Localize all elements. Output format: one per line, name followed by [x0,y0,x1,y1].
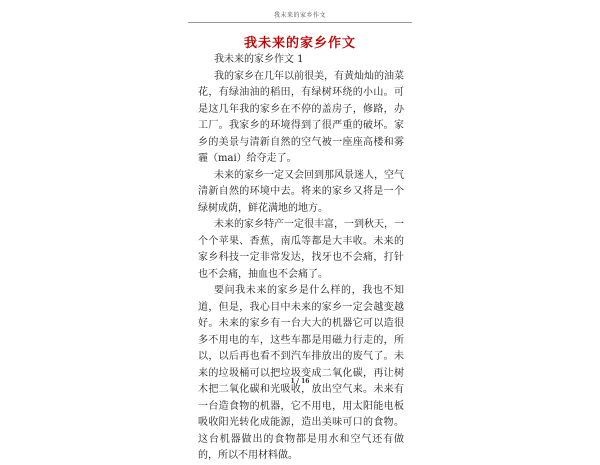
paragraph-2: 未来的家乡一定又会回到那风景迷人，空气清新自然的环境中去。将来的家乡又将是一个绿树成荫，鲜花满地的地方。 [198,169,404,214]
paragraph-4: 要问我未来的家乡是什么样的，我也不知道，但是，我心目中未来的家乡一定会越变越好。未来的家乡有一台大大的机器它可以造很多不用电的车，这些车都是用磁力行走的，所以，以后再也看不到汽车排放出的废气了。未来的垃圾桶可以把垃圾变成二氧化碳，再让树木把二氧化碳和光吸收，放出空气来。未来有一台造食物的机器，它不用电，用太阳能电板吸收阳光转化成能源，造出美味可口的食物。这台机器做出的食物都是用水和空气还有做的，所以不用材料做。 [198,285,404,461]
document-title: 我未来的家乡作文 [243,36,356,51]
header-divider [188,22,412,23]
paragraph-1: 我的家乡在几年以前很美，有黄灿灿的油菜花，有绿油油的稻田，有绿树环绕的小山。可是这几年我的家乡在不停的盖房子，修路，办工厂。我家乡的环境得到了很严重的破坏。家乡的美景与清新自然的空气被一座座高楼和雾霾（mai）给夺走了。 [198,70,404,164]
document-body [198,52,404,465]
essay-subtitle: 我未来的家乡作文 1 [214,54,304,65]
running-header: 我未来的家乡作文 [273,12,326,19]
page-number: 1 / 16 [290,378,310,385]
paragraph-3: 未来的家乡特产一定很丰富，一到秋天，一个个苹果、香蕉，南瓜等都是大丰收。未来的家乡科技一定非常发达，找牙也不会痛，打针也不会痛，抽血也不会痛了。 [198,219,404,280]
